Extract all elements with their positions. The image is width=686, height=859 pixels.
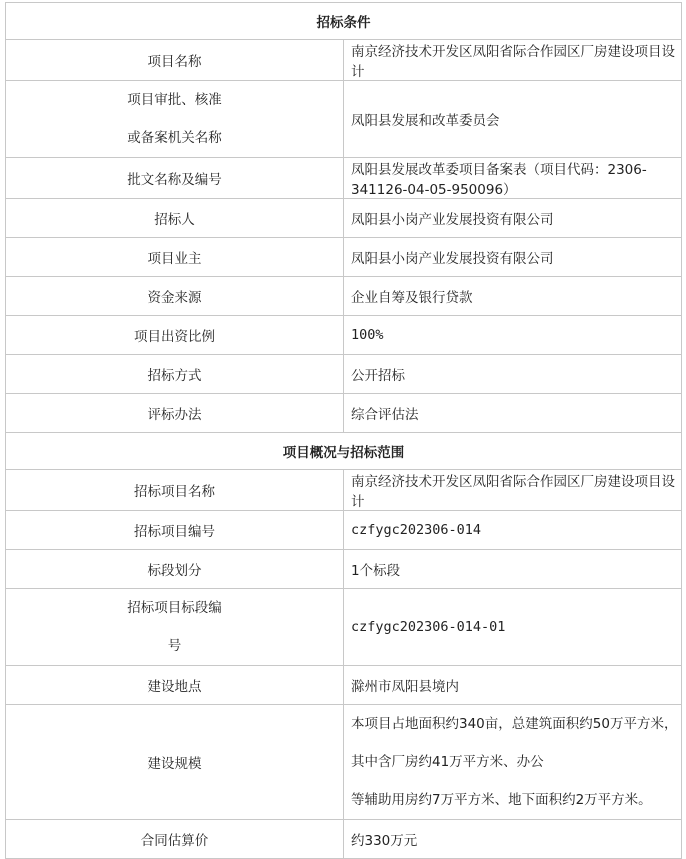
- row-label-line: 号: [167, 638, 182, 654]
- row-value-line: 等辅助用房约7万平方米、地下面积约2万平方米。: [351, 792, 652, 808]
- table-row: [6, 589, 682, 666]
- row-label: 资金来源: [6, 277, 344, 316]
- row-label: 项目出资比例: [6, 316, 344, 355]
- table-row: [6, 511, 682, 550]
- table-row: [6, 277, 682, 316]
- row-label-line: 或备案机关名称: [127, 130, 222, 146]
- table-row: [6, 355, 682, 394]
- row-value: 约330万元: [344, 820, 682, 859]
- row-label-line: 项目审批、核准: [127, 92, 222, 108]
- row-value: 企业自筹及银行贷款: [344, 277, 682, 316]
- table-row: [6, 705, 682, 820]
- row-label: 标段划分: [6, 550, 344, 589]
- row-value: 综合评估法: [344, 394, 682, 433]
- table-row: [6, 470, 682, 511]
- row-value: 南京经济技术开发区凤阳省际合作园区厂房建设项目设计: [344, 40, 682, 81]
- table-row: [6, 666, 682, 705]
- table-row: [6, 820, 682, 859]
- table-row: [6, 199, 682, 238]
- row-value: 凤阳县小岗产业发展投资有限公司: [344, 199, 682, 238]
- section-title-project-overview: 项目概况与招标范围: [6, 433, 682, 470]
- table-row: [6, 158, 682, 199]
- row-value: czfygc202306-014: [344, 511, 682, 550]
- row-label: 评标办法: [6, 394, 344, 433]
- row-label: 招标项目编号: [6, 511, 344, 550]
- row-label-line: 招标项目标段编: [127, 600, 222, 616]
- table-row: [6, 394, 682, 433]
- row-label: 招标方式: [6, 355, 344, 394]
- tender-info-table: [5, 2, 682, 859]
- row-value: 南京经济技术开发区凤阳省际合作园区厂房建设项目设计: [344, 470, 682, 511]
- row-label: [6, 81, 344, 158]
- row-value: 滁州市凤阳县境内: [344, 666, 682, 705]
- row-label: 合同估算价: [6, 820, 344, 859]
- row-label: 项目业主: [6, 238, 344, 277]
- table-row: [6, 81, 682, 158]
- row-value: 凤阳县小岗产业发展投资有限公司: [344, 238, 682, 277]
- row-label: 建设规模: [6, 705, 344, 820]
- row-value: [344, 705, 682, 820]
- table-row: [6, 238, 682, 277]
- row-value-line: 本项目占地面积约340亩，总建筑面积约50万平方米，其中含厂房约41万平方米、办公: [351, 716, 678, 770]
- row-label: 批文名称及编号: [6, 158, 344, 199]
- row-value: 凤阳县发展改革委项目备案表（项目代码：2306-341126-04-05-950096）: [344, 158, 682, 199]
- table-row: [6, 550, 682, 589]
- row-value: czfygc202306-014-01: [344, 589, 682, 666]
- row-value: 公开招标: [344, 355, 682, 394]
- row-value: 1个标段: [344, 550, 682, 589]
- row-value: 100%: [344, 316, 682, 355]
- row-label: 项目名称: [6, 40, 344, 81]
- row-label: [6, 589, 344, 666]
- row-label: 招标项目名称: [6, 470, 344, 511]
- row-value: 凤阳县发展和改革委员会: [344, 81, 682, 158]
- row-label: 招标人: [6, 199, 344, 238]
- table-row: [6, 316, 682, 355]
- row-label: 建设地点: [6, 666, 344, 705]
- section-title-tender-conditions: 招标条件: [6, 3, 682, 40]
- table-row: [6, 40, 682, 81]
